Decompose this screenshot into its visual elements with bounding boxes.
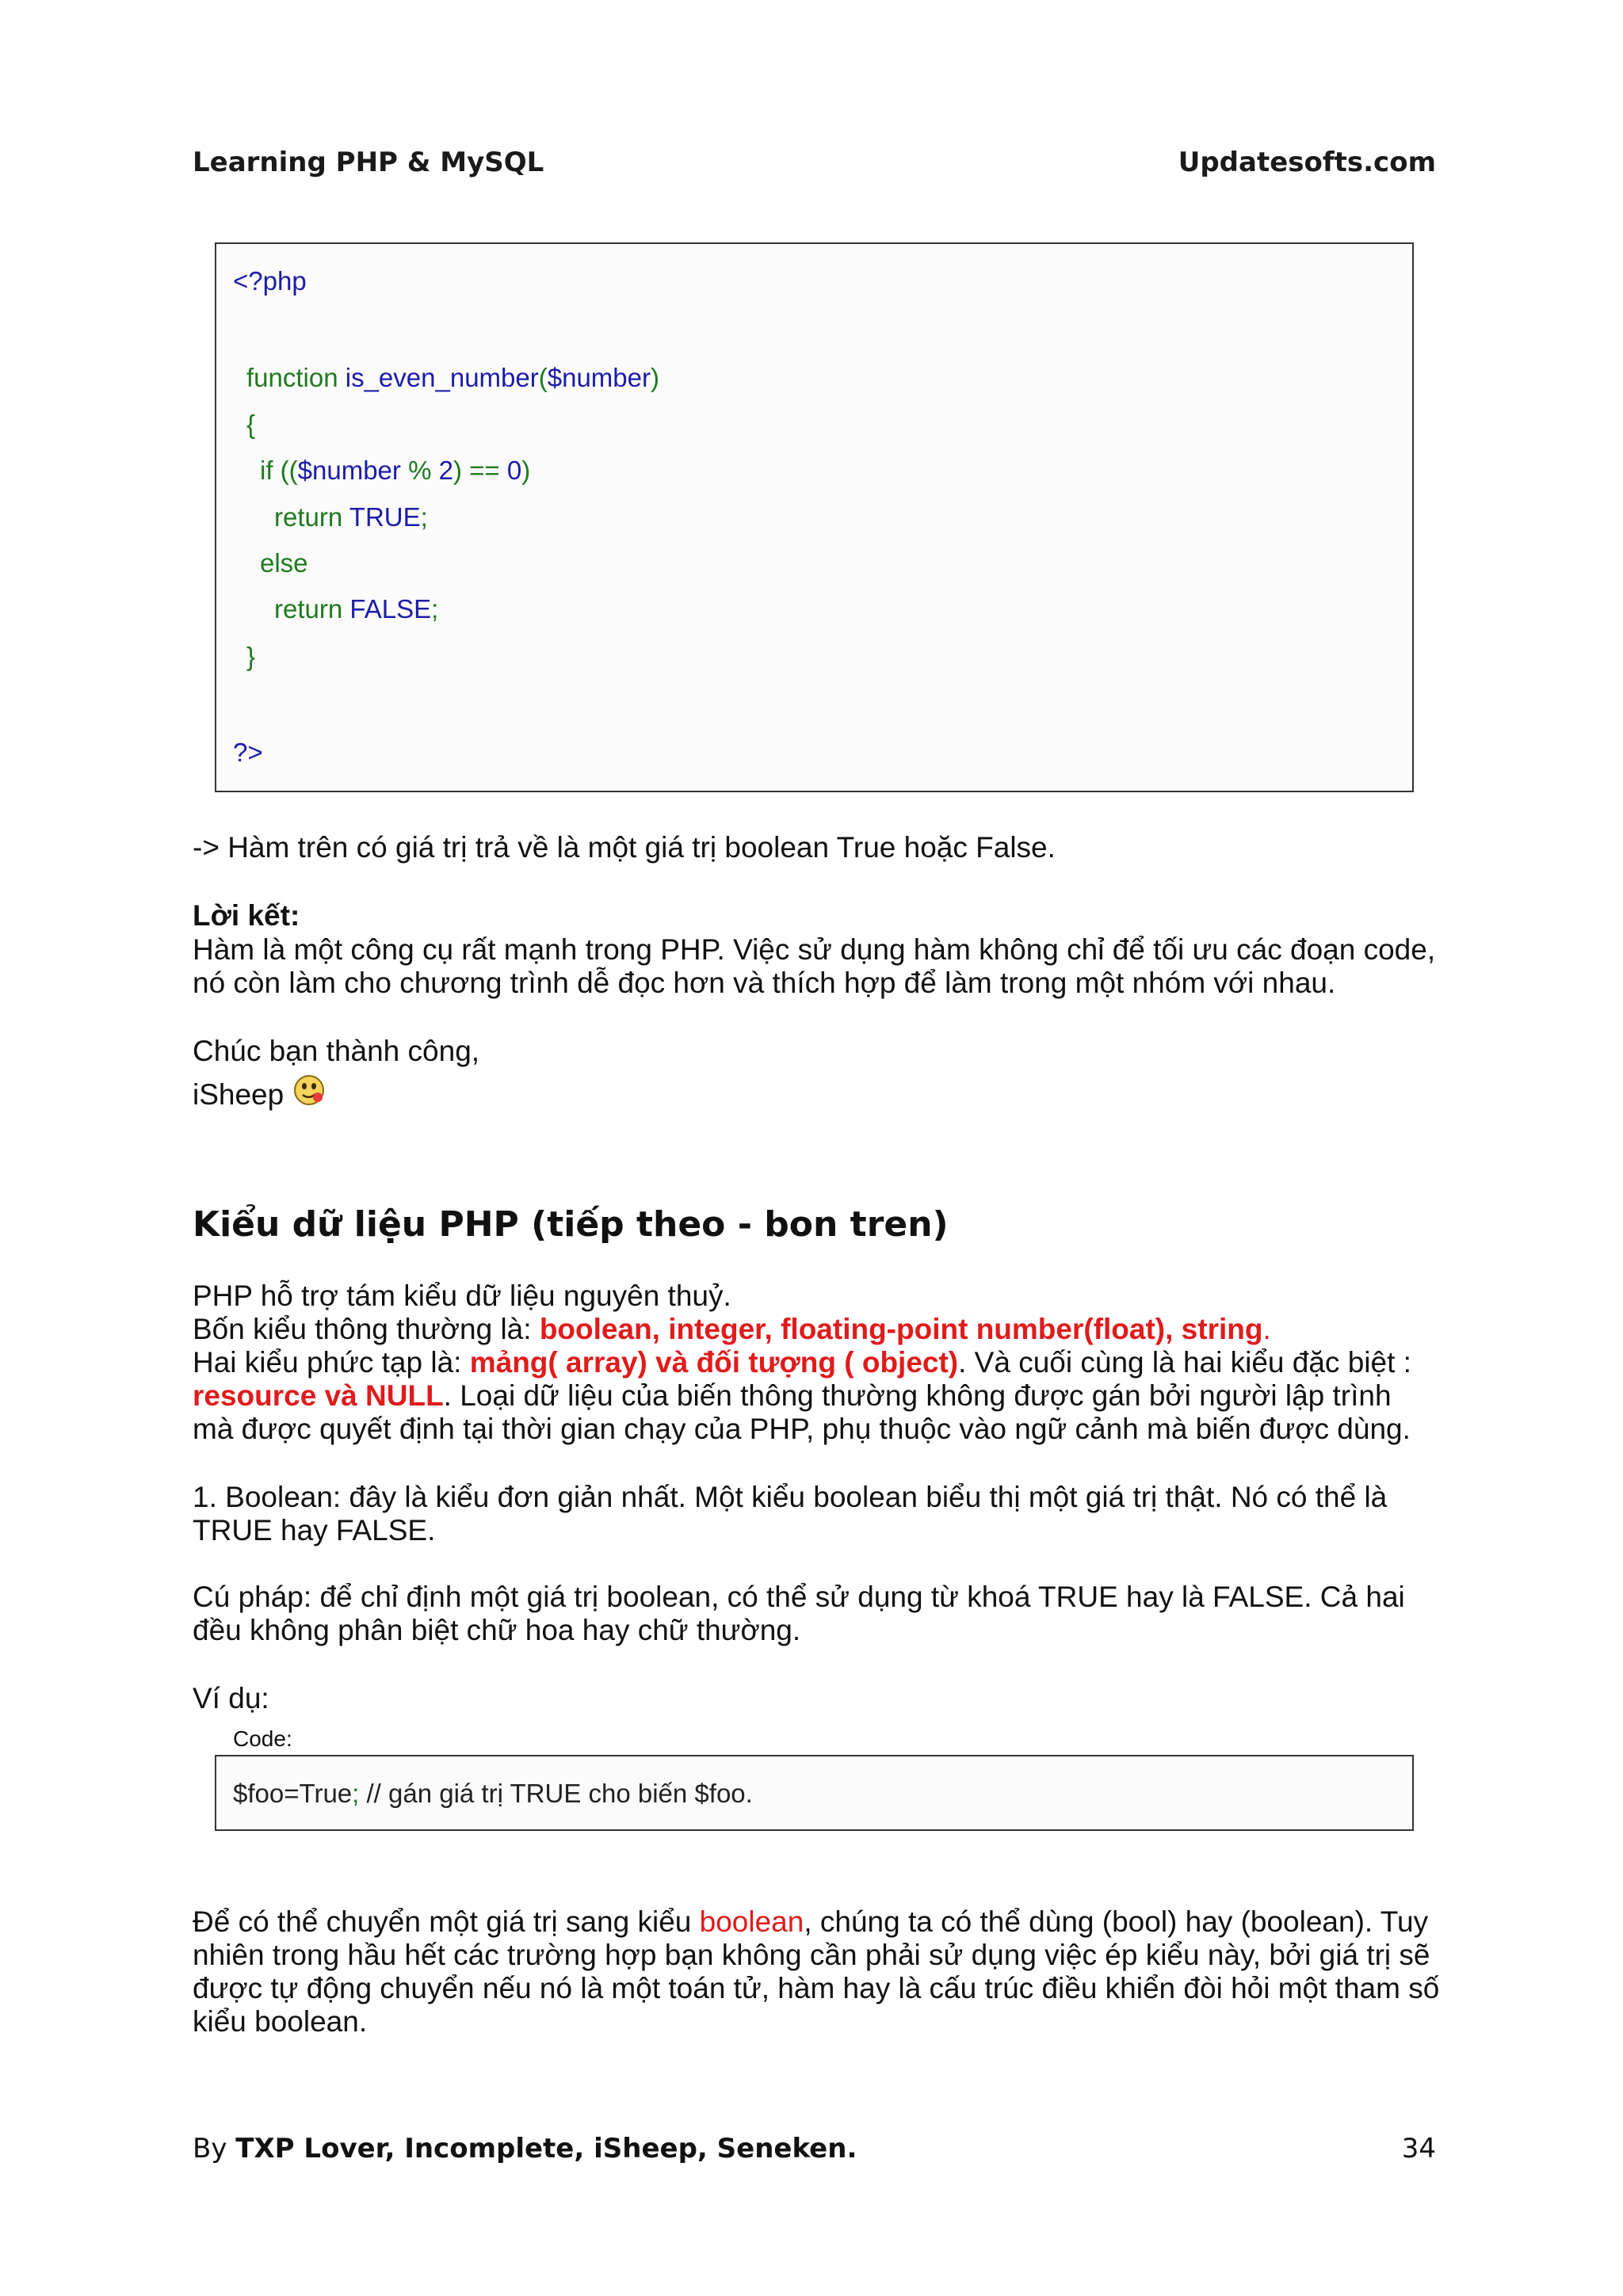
types-common-label: Bốn kiểu thông thường là: bbox=[193, 1313, 540, 1345]
footer-author-names: TXP Lover, Incomplete, iSheep, Seneken. bbox=[235, 2133, 857, 2164]
code-equals: = bbox=[284, 1779, 300, 1808]
php-close-tag: ?> bbox=[233, 738, 263, 767]
boolean-intro-line-1: 1. Boolean: đây là kiểu đơn giản nhất. Một kiểu boolean biểu thị một giá trị thật. Nó có thể là bbox=[193, 1481, 1388, 1513]
signoff-line-1: Chúc bạn thành công, bbox=[193, 1035, 480, 1067]
semicolon: ; bbox=[352, 1779, 360, 1808]
code-comment: // gán giá trị TRUE cho biến $foo. bbox=[359, 1779, 753, 1808]
conversion-text: Để có thể chuyển một giá trị sang kiểu bbox=[193, 1905, 700, 1938]
signoff-line-2 bbox=[193, 1073, 327, 1112]
types-special-label: . Và cuối cùng là hai kiểu đặc biệt : bbox=[958, 1346, 1411, 1379]
code-label: Code: bbox=[233, 1726, 292, 1751]
page-number: 34 bbox=[1401, 2133, 1436, 2164]
section-title: Kiểu dữ liệu PHP (tiếp theo - bon tren) bbox=[193, 1204, 949, 1245]
conversion-line-3: được tự động chuyển nếu nó là một toán tử, hàm hay là cấu trúc điều khiển đòi hỏi một tham số bbox=[193, 1972, 1440, 2004]
syntax-line-2: đều không phân biệt chữ hoa hay chữ thường. bbox=[193, 1614, 801, 1646]
types-special-list: resource và NULL bbox=[193, 1379, 444, 1412]
if-compare: ) == bbox=[453, 456, 507, 485]
types-line-4 bbox=[193, 1379, 1392, 1413]
conversion-line-4: kiểu boolean. bbox=[193, 2005, 368, 2038]
footer-authors bbox=[193, 2133, 857, 2164]
conversion-text-end: , chúng ta có thể dùng (bool) hay (boolean). Tuy bbox=[804, 1905, 1429, 1938]
header-site: Updatesofts.com bbox=[1178, 147, 1436, 178]
header-title: Learning PHP & MySQL bbox=[193, 147, 544, 178]
footer-by: By bbox=[193, 2133, 236, 2164]
code-brace-open: { bbox=[246, 410, 256, 439]
signoff-author: iSheep bbox=[193, 1078, 285, 1111]
types-line-2 bbox=[193, 1312, 1271, 1346]
return-keyword: return bbox=[274, 594, 350, 624]
return-explanation: -> Hàm trên có giá trị trả về là một giá trị boolean True hoặc False. bbox=[193, 831, 1056, 864]
code-line-function bbox=[246, 363, 659, 393]
if-zero: 0 bbox=[506, 456, 522, 485]
boolean-intro-line-2: TRUE hay FALSE. bbox=[193, 1514, 436, 1547]
code-variable: $foo bbox=[233, 1779, 285, 1808]
code-line-else: else bbox=[260, 548, 308, 578]
conclusion-line-1: Hàm là một công cụ rất mạnh trong PHP. Việc sử dụng hàm không chỉ để tối ưu các đoạn code, bbox=[193, 933, 1436, 966]
types-line-1: PHP hỗ trợ tám kiểu dữ liệu nguyên thuỷ. bbox=[193, 1280, 731, 1312]
if-end: ) bbox=[521, 456, 531, 485]
conversion-line-2: nhiên trong hầu hết các trường hợp bạn không cần phải sử dụng việc ép kiểu này, bởi giá trị sẽ bbox=[193, 1939, 1430, 1971]
php-open-tag: <?php bbox=[233, 266, 307, 296]
if-number: 2 bbox=[438, 456, 453, 485]
if-operator: % bbox=[400, 456, 439, 485]
types-common-list: boolean, integer, floating-point number(float), string bbox=[539, 1313, 1263, 1345]
code-brace-close: } bbox=[246, 642, 256, 671]
return-value-true: TRUE bbox=[349, 502, 421, 532]
conversion-line-1 bbox=[193, 1905, 1428, 1939]
example-label: Ví dụ: bbox=[193, 1682, 269, 1714]
code-line-example bbox=[233, 1779, 753, 1809]
conversion-keyword: boolean bbox=[699, 1905, 804, 1938]
paren-open: ( bbox=[538, 363, 548, 392]
semicolon: ; bbox=[420, 502, 428, 532]
code-line-return-true bbox=[274, 502, 428, 532]
conclusion-line-2: nó còn làm cho chương trình dễ đọc hơn và thích hợp để làm trong một nhóm với nhau. bbox=[193, 967, 1336, 999]
period: . bbox=[1262, 1313, 1271, 1345]
if-variable: $number bbox=[297, 456, 401, 485]
code-line-return-false bbox=[274, 594, 438, 624]
syntax-line-1: Cú pháp: để chỉ định một giá trị boolean, có thể sử dụng từ khoá TRUE hay là FALSE. Cả hai bbox=[193, 1581, 1405, 1613]
function-param: $number bbox=[547, 363, 651, 392]
types-line-4-text: . Loại dữ liệu của biến thông thường không được gán bởi người lập trình bbox=[443, 1379, 1392, 1412]
code-line-if bbox=[260, 456, 530, 486]
paren-close: ) bbox=[651, 363, 659, 392]
types-line-3 bbox=[193, 1345, 1411, 1379]
types-complex-label: Hai kiểu phức tạp là: bbox=[193, 1346, 470, 1379]
if-keyword: if (( bbox=[260, 456, 298, 485]
conclusion-title: Lời kết: bbox=[193, 899, 300, 932]
semicolon: ; bbox=[431, 594, 439, 624]
types-complex-list: mảng( array) và đối tượng ( object) bbox=[469, 1346, 959, 1379]
types-line-5: mà được quyết định tại thời gian chạy của PHP, phụ thuộc vào ngữ cảnh mà biến được dùng. bbox=[193, 1413, 1411, 1445]
code-value: True bbox=[299, 1779, 353, 1808]
return-keyword: return bbox=[274, 502, 349, 532]
return-value-false: FALSE bbox=[349, 594, 432, 624]
function-name: is_even_number bbox=[345, 363, 539, 392]
smiley-emoticon-icon bbox=[292, 1073, 327, 1108]
function-keyword: function bbox=[246, 363, 346, 392]
